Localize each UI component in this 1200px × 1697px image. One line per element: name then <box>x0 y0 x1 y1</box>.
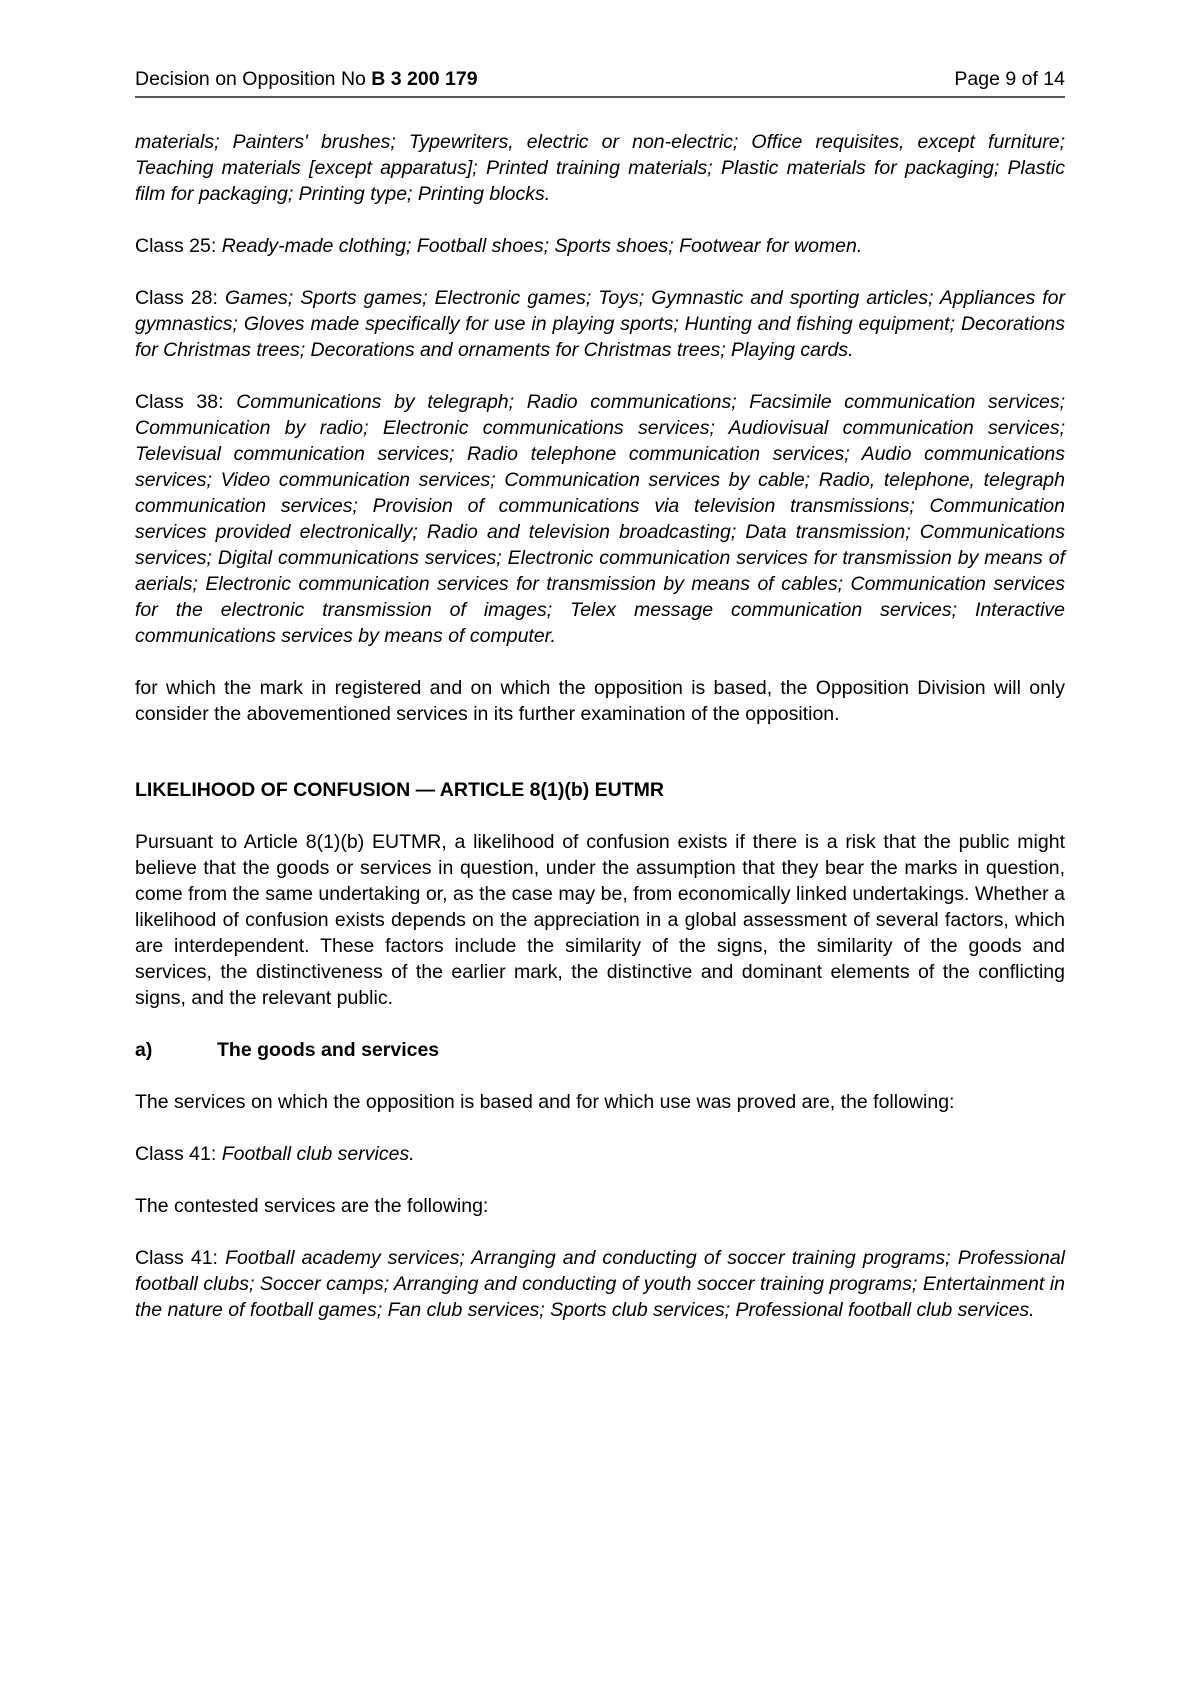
paragraph <box>135 285 1065 363</box>
subsection-title: The goods and services <box>217 1039 440 1061</box>
section-heading: LIKELIHOOD OF CONFUSION — ARTICLE 8(1)(b) EUTMR <box>135 779 665 801</box>
paragraph-text: Football club services. <box>221 1143 415 1165</box>
paragraph-text: Pursuant to Article 8(1)(b) EUTMR, a likelihood of confusion exists if there is a risk that the public might believe that the goods or services in question, under the assumption that they bear the marks in question, come from the same undertaking or, as the case may be, from economically linked undertakings. Whether a likelihood of confusion exists depends on the appreciation in a global assessment of several factors, which are interdependent. These factors include the similarity of the signs, the similarity of the goods and services, the distinctiveness of the earlier mark, the distinctive and dominant elements of the conflicting signs, and the relevant public. <box>135 831 1065 1009</box>
class-label: Class 25: <box>135 235 222 257</box>
document-title <box>135 66 478 92</box>
subsection-letter: a) <box>135 1039 153 1061</box>
paragraph <box>135 1089 1065 1115</box>
paragraph-text: The services on which the opposition is based and for which use was proved are, the following: <box>135 1091 955 1113</box>
paragraph-text: Ready-made clothing; Football shoes; Sports shoes; Footwear for women. <box>221 235 863 257</box>
document-title-text: Decision on Opposition No <box>135 68 372 90</box>
paragraph-text: The contested services are the following: <box>135 1195 489 1217</box>
class-label: Class 41: <box>135 1247 226 1269</box>
class-label: Class 38: <box>135 391 237 413</box>
paragraph-text: materials; Painters' brushes; Typewriters, electric or non-electric; Office requisites, except furniture; Teaching materials [except apparatus]; Printed training materials; Plastic materials for packaging; Plastic film for packaging; Printing type; Printing blocks. <box>135 131 1065 205</box>
paragraph-text: for which the mark in registered and on which the opposition is based, the Opposition Division will only consider the abovementioned services in its further examination of the opposition. <box>135 677 1065 725</box>
paragraph <box>135 675 1065 727</box>
paragraph <box>135 1141 1065 1167</box>
page-indicator: Page 9 of 14 <box>954 68 1065 90</box>
class-label: Class 41: <box>135 1143 222 1165</box>
paragraph <box>135 389 1065 649</box>
paragraph <box>135 1245 1065 1323</box>
paragraph-text: Communications by telegraph; Radio communications; Facsimile communication services; Communication by radio; Electronic communications services; Audiovisual communication services; Televisual communication services; Radio telephone communication services; Audio communications services; Video communication services; Communication services by cable; Radio, telephone, telegraph communication services; Provision of communications via television transmissions; Communication services provided electronically; Radio and television broadcasting; Data transmission; Communications services; Digital communications services; Electronic communication services for transmission by means of aerials; Electronic communication services for transmission by means of cables; Communication services for the electronic transmission of images; Telex message communication services; Interactive communications services by means of computer. <box>135 391 1065 647</box>
paragraph <box>135 129 1065 207</box>
paragraph-text: Football academy services; Arranging and conducting of soccer training programs; Professional football clubs; Soccer camps; Arranging and conducting of youth soccer training programs; Entertainment in the nature of football games; Fan club services; Sports club services; Professional football club services. <box>135 1247 1066 1321</box>
paragraph <box>135 829 1065 1011</box>
paragraph <box>135 233 1065 259</box>
paragraph-text: Games; Sports games; Electronic games; Toys; Gymnastic and sporting articles; Appliances for gymnastics; Gloves made specifically for use in playing sports; Hunting and fishing equipment; Decorations for Christmas trees; Decorations and ornaments for Christmas trees; Playing cards. <box>135 287 1065 361</box>
opposition-number: B 3 200 179 <box>371 68 478 90</box>
paragraph <box>135 1193 1065 1219</box>
subsection-heading <box>135 1037 1065 1063</box>
class-label: Class 28: <box>135 287 225 309</box>
header-rule <box>135 96 1065 98</box>
page-header <box>135 0 1065 92</box>
document-body <box>135 129 1065 1323</box>
